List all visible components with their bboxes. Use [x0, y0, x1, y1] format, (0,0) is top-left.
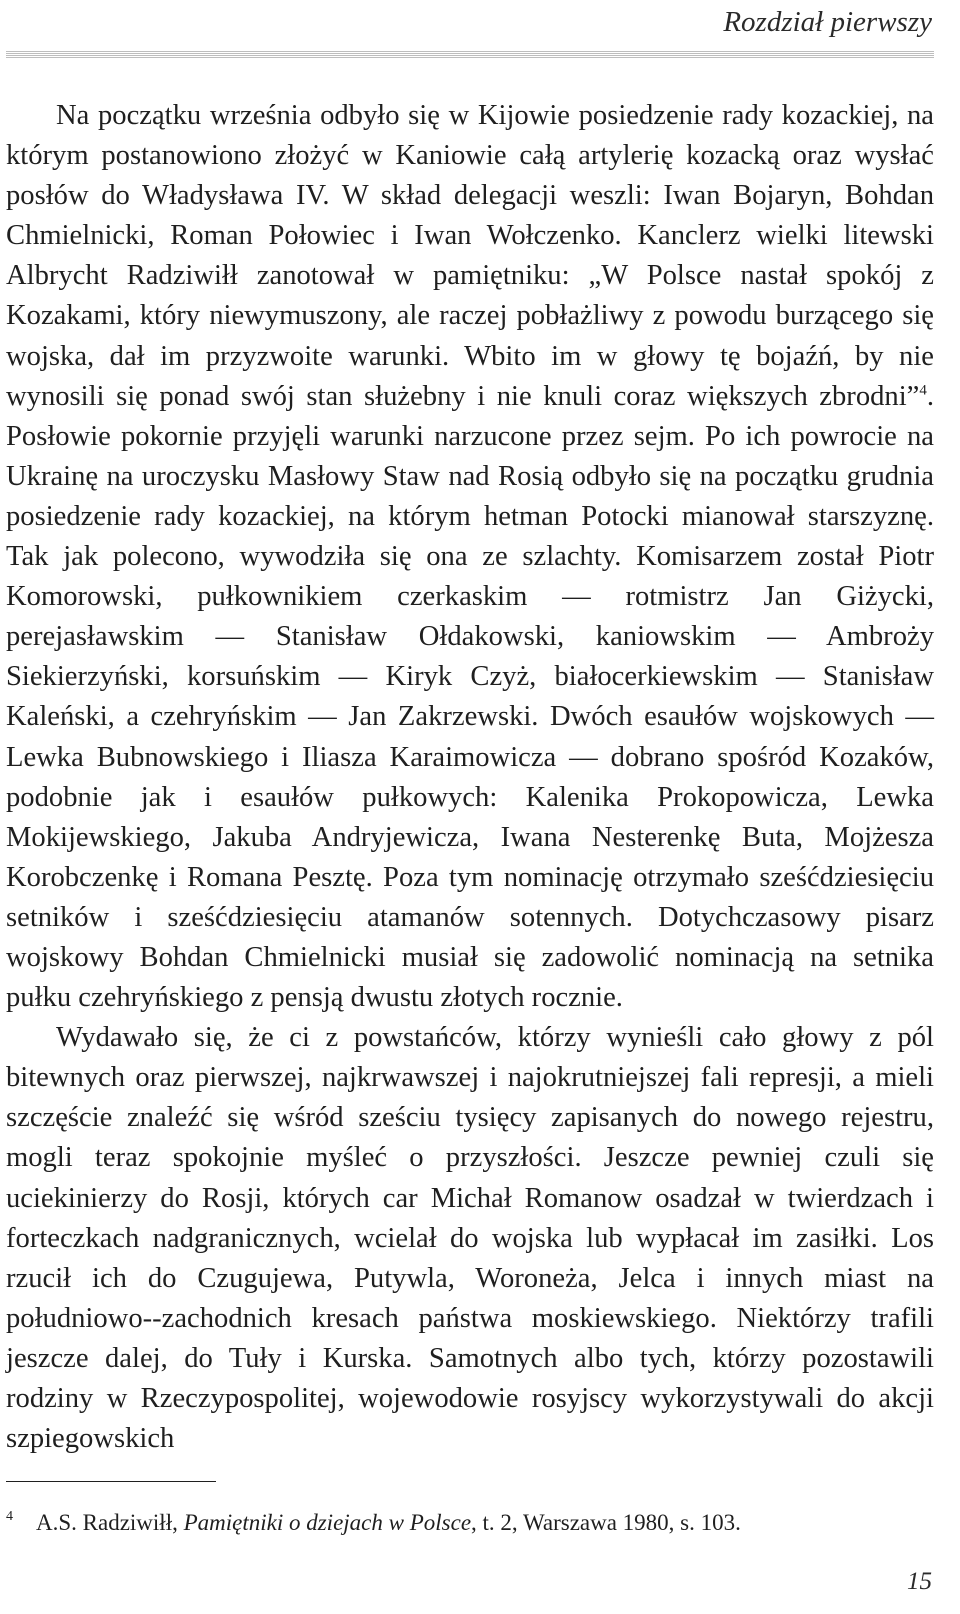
page-number: 15 [907, 1568, 932, 1595]
footnote [6, 1508, 934, 1538]
paragraph-1-text-a: Na początku września odbyło się w Kijowie posiedzenie rady kozackiej, na którym postanowiono złożyć w Kaniowie całą artylerię kozacką oraz wysłać posłów do Władysława IV. W skład delegacji weszli: Iwan Bojaryn, Bohdan Chmielnicki, Roman Połowiec i Iwan Wołczenko. Kanclerz wielki litewski Albrycht Radziwiłł zanotował w pamiętniku: „W Polsce nastał spokój z Kozakami, który niewymuszony, ale raczej pobłażliwy z powodu burzącego się wojska, dał im przyzwoite warunki. Wbito im w głowy tę bojaźń, by nie wynosili się ponad swój stan służebny i nie knuli coraz większych zbrodni” [6, 100, 934, 412]
footnote-title: Pamiętniki o dziejach w Polsce [183, 1510, 472, 1535]
paragraph-1 [6, 96, 934, 1018]
running-header: Rozdział pierwszy [723, 6, 932, 38]
header-rule [6, 50, 934, 58]
paragraph-2: Wydawało się, że ci z powstańców, którzy wynieśli cało głowy z pól bitewnych oraz pierwszej, najkrwawszej i najokrutniejszej fali represji, a mieli szczęście znaleźć się wśród sześciu tysięcy zapisanych do nowego rejestru, mogli teraz spokojnie myśleć o przyszłości. Jeszcze pewniej czuli się uciekinierzy do Rosji, których car Michał Romanow osadzał w twierdzach i forteczkach nadgranicznych, wcielał do wojska lub wypłacał im zasiłki. Los rzucił ich do Czugujewa, Putywla, Woroneża, Jelca i innych miast na południowo--zachodnich kresach państwa moskiewskiego. Niektórzy trafili jeszcze dalej, do Tuły i Kurska. Samotnych albo tych, którzy pozostawili rodziny w Rzeczypospolitej, wojewodowie rosyjscy wykorzystywali do akcji szpiegowskich [6, 1022, 934, 1455]
footnote-reference: 4 [919, 382, 927, 399]
footnote-details: , t. 2, Warszawa 1980, s. 103. [471, 1510, 741, 1535]
footnote-author: A.S. Radziwiłł, [36, 1510, 178, 1535]
footnote-rule [6, 1481, 216, 1482]
paragraph-1-text-b: . Posłowie pokornie przyjęli warunki narzucone przez sejm. Po ich powrocie na Ukrainę na uroczysku Masłowy Staw nad Rosią odbyło się na początku grudnia posiedzenie rady kozackiej, na którym hetman Potocki mianował starszyznę. Tak jak polecono, wywodziła się ona ze szlachty. Komisarzem został Piotr Komorowski, pułkownikiem czerkaskim — rotmistrz Jan Giżycki, perejasławskim — Stanisław Ołdakowski, kaniowskim — Ambroży Siekierzyński, korsuńskim — Kiryk Czyż, białocerkiewskim — Stanisław Kaleński, a czehryńskim — Jan Zakrzewski. Dwóch esaułów wojskowych — Lewka Bubnowskiego i Iliasza Karaimowicza — dobrano spośród Kozaków, podobnie jak i esaułów pułkowych: Kalenika Prokopowicza, Lewka Mokijewskiego, Jakuba Andryjewicza, Iwana Nesterenkę Buta, Mojżesza Korobczenkę i Romana Pesztę. Poza tym nominację otrzymało sześćdziesięciu setników i sześćdziesięciu atamanów sotennych. Dotychczasowy pisarz wojskowy Bohdan Chmielnicki musiał się zadowolić nominacją na setnika pułku czehryńskiego z pensją dwustu złotych rocznie. [6, 380, 934, 1014]
footnote-number: 4 [6, 1509, 13, 1524]
main-text [6, 96, 934, 1459]
